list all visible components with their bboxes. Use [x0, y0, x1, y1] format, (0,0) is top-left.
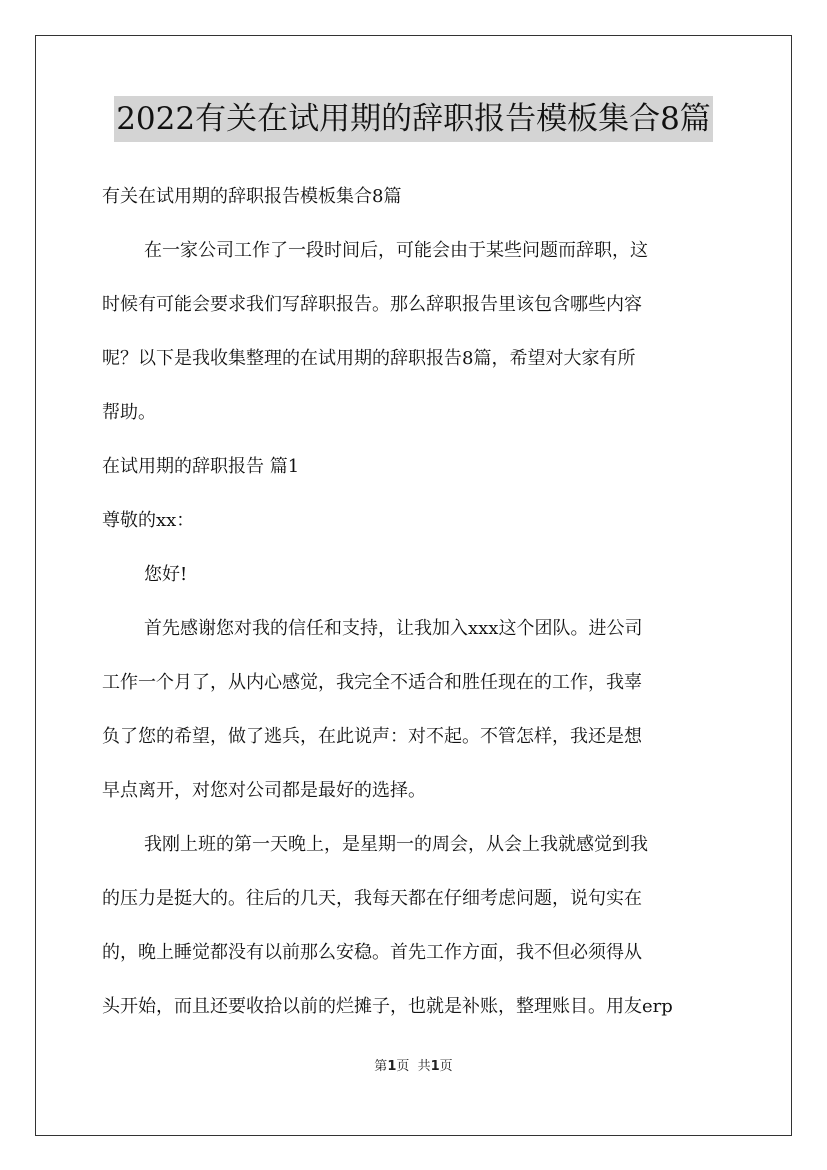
page-label-mid: 页 共 [396, 1059, 431, 1074]
page-label-suffix: 页 [439, 1059, 453, 1074]
page-current: 1 [387, 1059, 397, 1074]
title-container [0, 96, 827, 142]
page-footer [0, 1055, 827, 1074]
document-subtitle: 有关在试用期的辞职报告模板集合8篇 [102, 186, 402, 207]
intro-line: 帮助。 [102, 402, 156, 423]
paragraph-line: 头开始，而且还要收拾以前的烂摊子，也就是补账，整理账目。用友erp [102, 996, 673, 1017]
paragraph-line: 首先感谢您对我的信任和支持，让我加入xxx这个团队。进公司 [144, 618, 643, 639]
paragraph-line: 的压力是挺大的。往后的几天，我每天都在仔细考虑问题，说句实在 [102, 888, 642, 909]
section-heading: 在试用期的辞职报告 篇1 [102, 456, 300, 477]
salutation: 尊敬的xx： [102, 510, 195, 531]
page-total: 1 [430, 1059, 440, 1074]
paragraph-line: 我刚上班的第一天晚上，是星期一的周会，从会上我就感觉到我 [144, 834, 648, 855]
greeting: 您好! [144, 564, 188, 585]
paragraph-line: 工作一个月了，从内心感觉，我完全不适合和胜任现在的工作，我辜 [102, 672, 642, 693]
paragraph-line: 负了您的希望，做了逃兵，在此说声：对不起。不管怎样，我还是想 [102, 726, 642, 747]
intro-line: 在一家公司工作了一段时间后，可能会由于某些问题而辞职，这 [144, 240, 648, 261]
paragraph-line: 早点离开，对您对公司都是最好的选择。 [102, 780, 426, 801]
intro-line: 呢？以下是我收集整理的在试用期的辞职报告8篇，希望对大家有所 [102, 348, 636, 369]
intro-line: 时候有可能会要求我们写辞职报告。那么辞职报告里该包含哪些内容 [102, 294, 642, 315]
paragraph-line: 的，晚上睡觉都没有以前那么安稳。首先工作方面，我不但必须得从 [102, 942, 642, 963]
document-title: 2022有关在试用期的辞职报告模板集合8篇 [114, 96, 713, 142]
page-label-prefix: 第 [374, 1059, 388, 1074]
document-body [102, 170, 732, 1034]
